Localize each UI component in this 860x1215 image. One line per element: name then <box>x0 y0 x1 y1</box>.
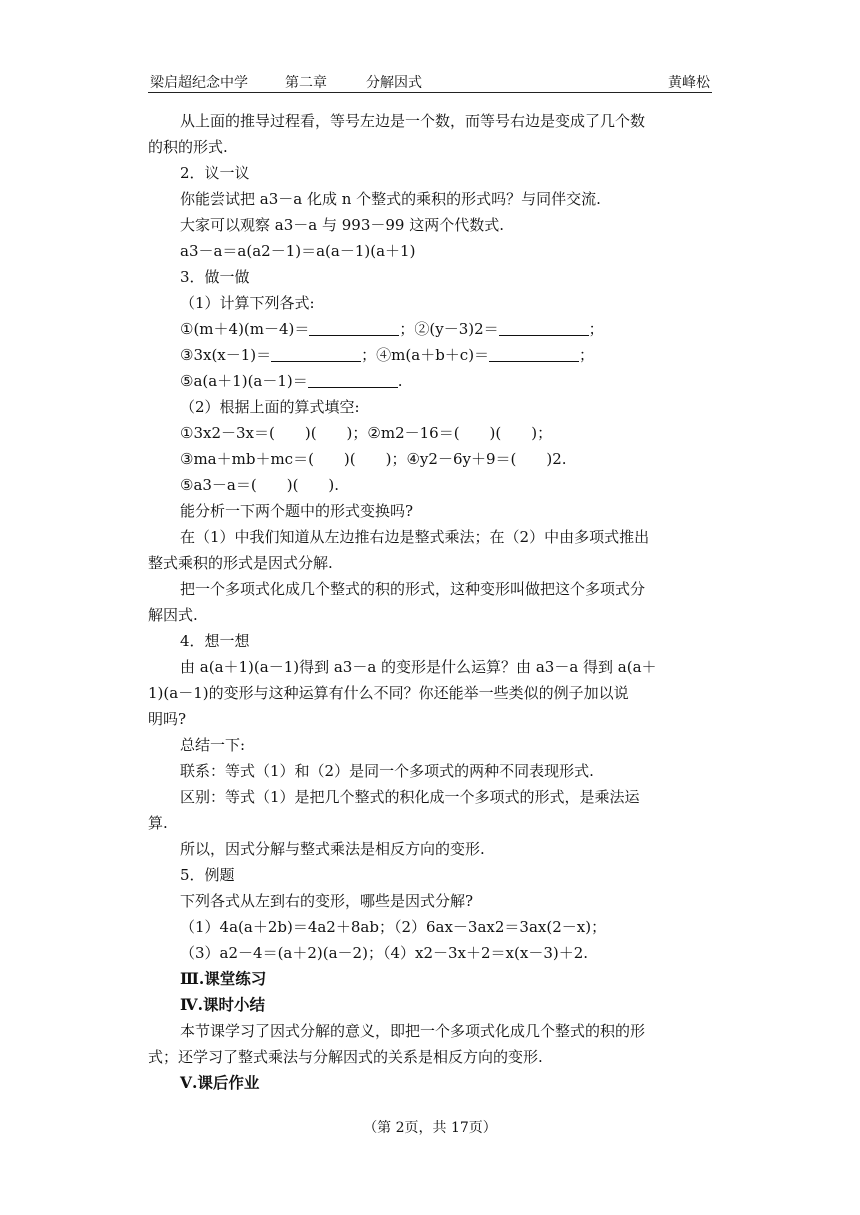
page-footer: （第 2页，共 17页） <box>363 1120 497 1136</box>
exercise-line: ③ma＋mb＋mc＝( )( )；④y2－6y＋9＝( )2. <box>180 450 567 468</box>
answer-blank <box>489 345 579 362</box>
paragraph-line: 本节课学习了因式分解的意义，即把一个多项式化成几个整式的积的形 <box>180 1022 646 1040</box>
section-heading: 4．想一想 <box>180 632 250 650</box>
paragraph-line: 总结一下: <box>180 736 246 754</box>
exercise-line <box>148 368 712 394</box>
section-heading: Ⅳ.课时小结 <box>180 995 265 1014</box>
section-heading: 3．做一做 <box>180 268 250 286</box>
paragraph-line: 从上面的推导过程看，等号左边是一个数，而等号右边是变成了几个数 <box>180 112 646 130</box>
paragraph-line: 明吗? <box>148 710 187 728</box>
header-topic: 分解因式 <box>366 75 422 91</box>
exercise-text: ；②(y－3)2＝ <box>399 320 499 338</box>
page-header <box>148 70 712 93</box>
paragraph-line: 算. <box>148 814 168 832</box>
exercise-line: （3）a2－4＝(a＋2)(a－2)；（4）x2－3x＋2＝x(x－3)＋2. <box>180 944 589 962</box>
section-heading: 2．议一议 <box>180 164 250 182</box>
exercise-text: ； <box>579 346 595 364</box>
exercise-text: ③3x(x－1)＝ <box>180 346 272 364</box>
paragraph-line: 下列各式从左到右的变形，哪些是因式分解? <box>180 892 474 910</box>
question-prompt: （1）计算下列各式: <box>180 294 315 312</box>
section-heading: Ⅴ.课后作业 <box>180 1073 260 1092</box>
answer-blank <box>308 371 398 388</box>
answer-blank <box>271 345 361 362</box>
question-prompt: （2）根据上面的算式填空: <box>180 398 360 416</box>
exercise-line <box>148 316 712 342</box>
paragraph-line: 1)(a－1)的变形与这种运算有什么不同？你还能举一些类似的例子加以说 <box>148 684 629 702</box>
exercise-text: ； <box>588 320 604 338</box>
paragraph-line: 所以，因式分解与整式乘法是相反方向的变形. <box>180 840 485 858</box>
exercise-line: ⑤a3－a＝( )( ). <box>180 476 340 494</box>
section-heading: 5．例题 <box>180 866 235 884</box>
exercise-line: ①3x2－3x＝( )( )；②m2－16＝( )( )； <box>180 424 553 442</box>
paragraph-line: 大家可以观察 a3－a 与 993－99 这两个代数式. <box>180 216 504 234</box>
formula-line: a3－a＝a(a2－1)＝a(a－1)(a＋1) <box>180 242 416 260</box>
header-chapter: 第二章 <box>285 75 327 91</box>
paragraph-line: 联系：等式（1）和（2）是同一个多项式的两种不同表现形式. <box>180 762 594 780</box>
answer-blank <box>309 319 399 336</box>
paragraph-line: 你能尝试把 a3－a 化成 n 个整式的乘积的形式吗？与同伴交流. <box>180 190 601 208</box>
section-heading: Ⅲ.课堂练习 <box>180 969 267 988</box>
paragraph-line: 由 a(a＋1)(a－1)得到 a3－a 的变形是什么运算？由 a3－a 得到 a(a＋ <box>180 658 657 676</box>
paragraph-line: 解因式. <box>148 606 198 624</box>
answer-blank <box>499 319 589 336</box>
exercise-line <box>148 342 712 368</box>
paragraph-line: 整式乘积的形式是因式分解. <box>148 554 333 572</box>
header-author: 黄峰松 <box>668 75 710 91</box>
paragraph-line: 能分析一下两个题中的形式变换吗? <box>180 502 414 520</box>
paragraph-line: 的积的形式. <box>148 138 228 156</box>
paragraph-line: 把一个多项式化成几个整式的积的形式，这种变形叫做把这个多项式分 <box>180 580 646 598</box>
header-school: 梁启超纪念中学 <box>150 75 248 91</box>
exercise-line: （1）4a(a＋2b)＝4a2＋8ab；（2）6ax－3ax2＝3ax(2－x)； <box>180 918 607 936</box>
exercise-text: ⑤a(a＋1)(a－1)＝ <box>180 372 308 390</box>
paragraph-line: 区别：等式（1）是把几个整式的积化成一个多项式的形式，是乘法运 <box>180 788 640 806</box>
exercise-text: ；④m(a＋b＋c)＝ <box>361 346 490 364</box>
paragraph-line: 式；还学习了整式乘法与分解因式的关系是相反方向的变形. <box>148 1048 543 1066</box>
document-body <box>148 108 712 1096</box>
exercise-text: . <box>397 372 403 390</box>
exercise-text: ①(m＋4)(m－4)＝ <box>180 320 310 338</box>
paragraph-line: 在（1）中我们知道从左边推右边是整式乘法；在（2）中由多项式推出 <box>180 528 650 546</box>
